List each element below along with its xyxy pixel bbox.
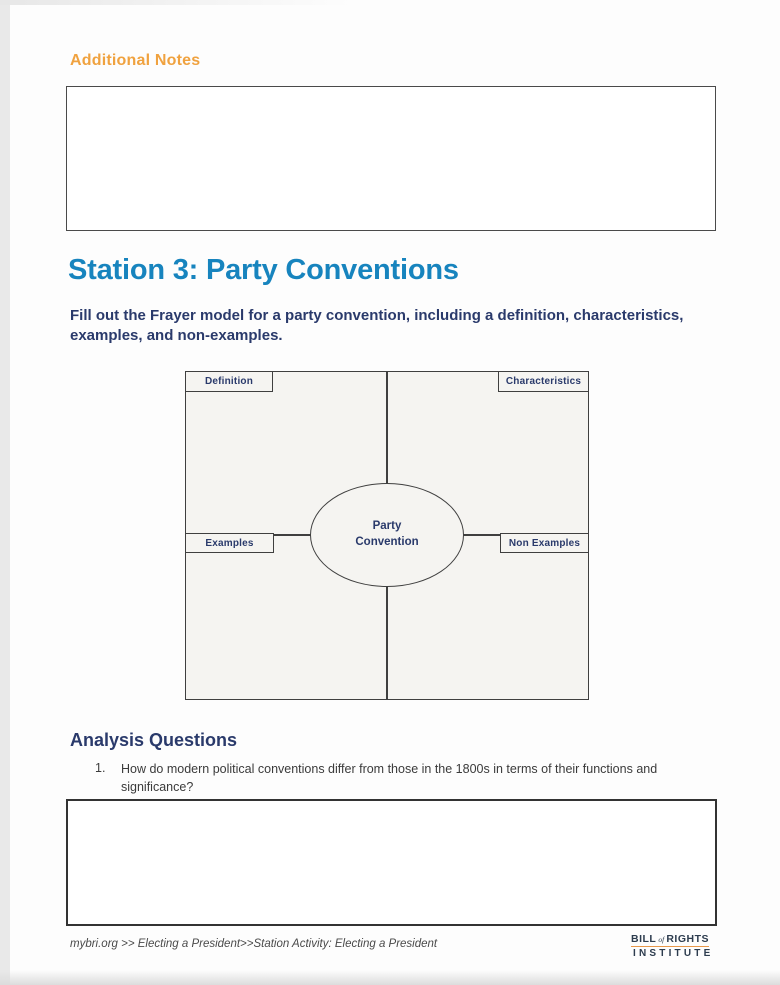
frayer-definition-label: Definition (204, 376, 254, 387)
frayer-examples-label-box (185, 533, 274, 553)
analysis-question-1 (95, 761, 720, 796)
logo-of-text: of (658, 935, 665, 944)
logo-top-line (631, 933, 709, 947)
frayer-model-diagram (185, 371, 589, 700)
station-instructions: Fill out the Frayer model for a party convention, including a definition, characteristics, examples, and non-examples. (70, 307, 684, 345)
station-title: Station 3: Party Conventions (68, 254, 459, 286)
logo-bill-text: BILL (631, 933, 657, 945)
question-number: 1. (95, 761, 106, 775)
answer-input-box[interactable] (66, 799, 717, 926)
frayer-center-ellipse (310, 483, 464, 587)
page-bottom-edge (0, 970, 780, 985)
notes-input-box[interactable] (66, 86, 716, 231)
question-text: How do modern political conventions differ from those in the 1800s in terms of their functions and significance? (121, 762, 658, 794)
frayer-characteristics-label: Characteristics (505, 376, 582, 387)
frayer-non-examples-label-box (500, 533, 589, 553)
additional-notes-heading: Additional Notes (70, 52, 201, 69)
frayer-definition-label-box (185, 371, 273, 392)
bill-of-rights-institute-logo (631, 933, 714, 959)
analysis-questions-heading: Analysis Questions (70, 730, 238, 750)
logo-institute-text: INSTITUTE (633, 948, 714, 959)
frayer-non-examples-label: Non Examples (508, 537, 581, 549)
footer-breadcrumb: mybri.org >> Electing a President>>Station Activity: Electing a President (70, 938, 438, 950)
logo-rights-text: RIGHTS (666, 933, 709, 945)
page-top-edge (0, 0, 780, 5)
frayer-center-line2: Convention (355, 536, 419, 548)
frayer-examples-label: Examples (205, 537, 254, 549)
page-left-edge (0, 0, 10, 985)
frayer-center-line1: Party (372, 520, 402, 533)
frayer-characteristics-label-box (498, 371, 589, 392)
